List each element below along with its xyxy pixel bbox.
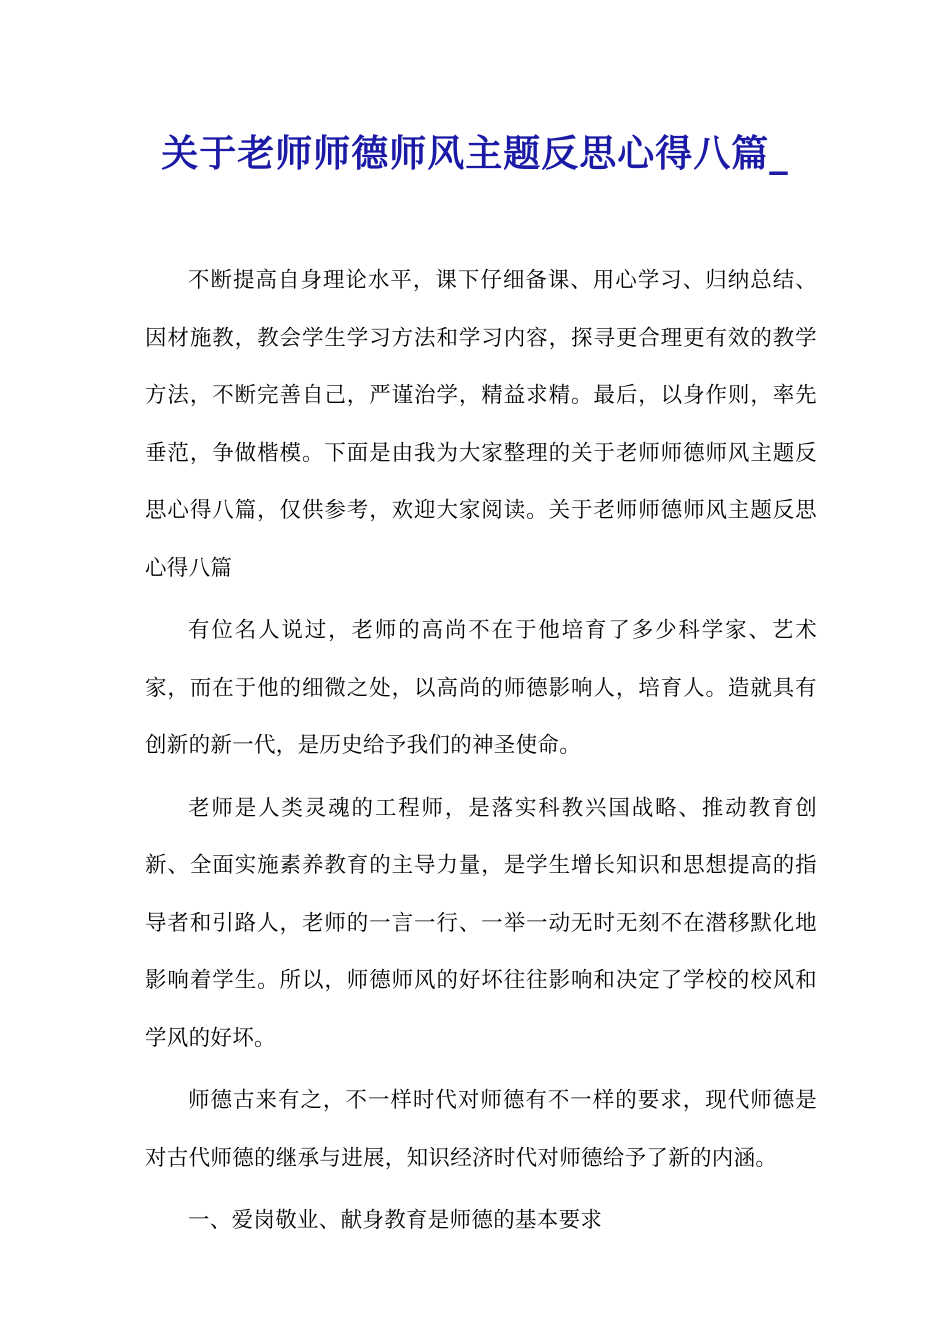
- document-body: [145, 252, 817, 1250]
- section-heading-1: 一、爱岗敬业、献身教育是师德的基本要求: [188, 1208, 603, 1233]
- paragraph-ethics-history: 师德古来有之，不一样时代对师德有不一样的要求，现代师德是对古代师德的继承与进展，知识经济时代对师德给予了新的内涵。: [145, 1088, 817, 1171]
- paragraph-intro: 不断提高自身理论水平，课下仔细备课、用心学习、归纳总结、因材施教，教会学生学习方法和学习内容，探寻更合理更有效的教学方法，不断完善自己，严谨治学，精益求精。最后，以身作则，率先垂范，争做楷模。下面是由我为大家整理的关于老师师德师风主题反思心得八篇，仅供参考，欢迎大家阅读。关于老师师德师风主题反思心得八篇: [145, 268, 817, 581]
- paragraph-teacher-role: 老师是人类灵魂的工程师，是落实科教兴国战略、推动教育创新、全面实施素养教育的主导力量，是学生增长知识和思想提高的指导者和引路人，老师的一言一行、一举一动无时无刻不在潜移默化地影响着学生。所以，师德师风的好坏往往影响和决定了学校的校风和学风的好坏。: [145, 795, 817, 1051]
- paragraph-famous-quote: 有位名人说过，老师的高尚不在于他培育了多少科学家、艺术家，而在于他的细微之处，以高尚的师德影响人，培育人。造就具有创新的新一代，是历史给予我们的神圣使命。: [145, 618, 817, 758]
- document-title: 关于老师师德师风主题反思心得八篇_: [161, 131, 789, 175]
